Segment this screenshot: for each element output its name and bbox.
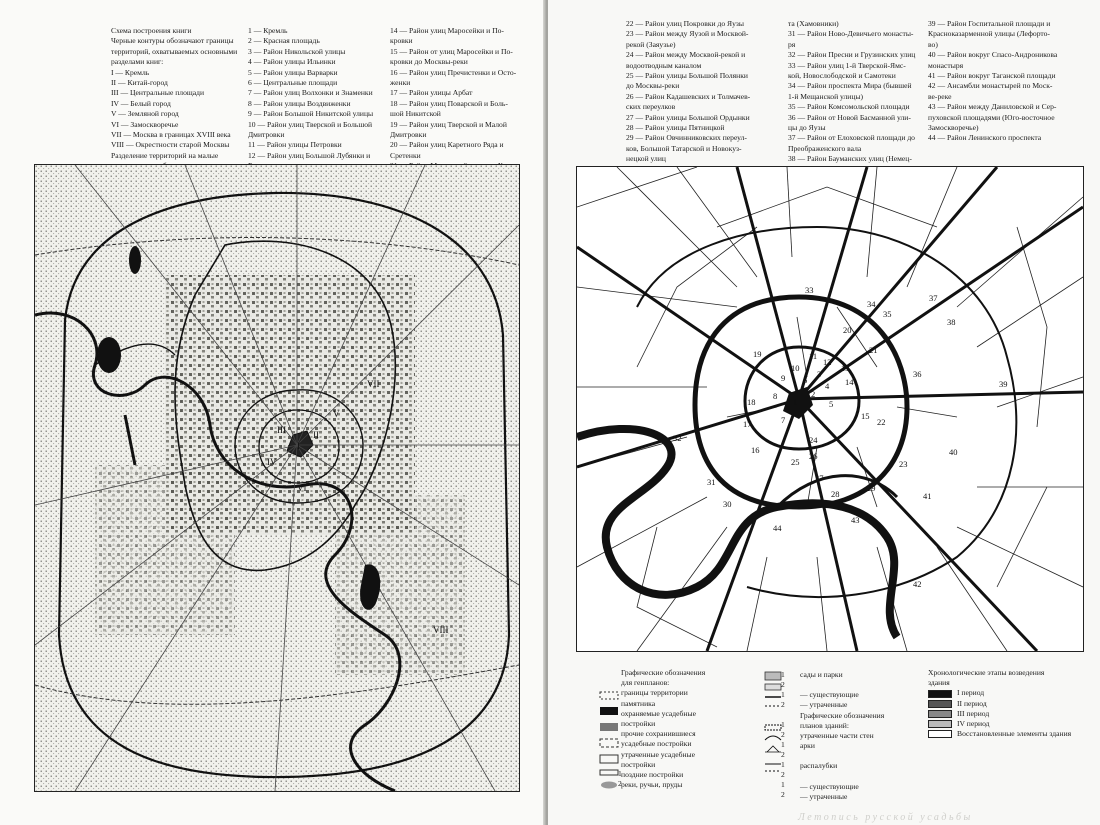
legend-line: ков, Большой Татарской и Новокуз-	[626, 143, 742, 153]
legend-line: 40 — Район вокруг Спасо-Андроникова	[928, 50, 1058, 60]
zone-number: 36	[913, 369, 922, 379]
legend-line: — утраченные	[800, 791, 848, 801]
legend-line: реки, ручьи, пруды	[621, 780, 683, 790]
legend-line: — существующие	[800, 690, 859, 700]
legend-line: 4 — Район улицы Ильинки	[248, 57, 336, 67]
zone-number: 1	[793, 397, 798, 407]
index-number: 2	[781, 790, 785, 799]
index-number: 1	[781, 690, 785, 699]
label-ii: II	[313, 430, 319, 440]
legend-line: усадебные постройки	[621, 739, 692, 749]
zone-number: 27	[815, 473, 824, 483]
zone-number: 37	[929, 293, 938, 303]
legend-line: 35 — Район Комсомольской площади	[788, 102, 910, 112]
legend-line: Разделение территорий на малые	[111, 150, 219, 160]
zone-number: 33	[805, 285, 814, 295]
legend-line: Графические обозначения	[621, 668, 706, 677]
legend-line: 34 — Район проспекта Мира (бывшей	[788, 81, 912, 91]
legend-column-2	[390, 26, 516, 182]
legend-line: VIII — Окрестности старой Москвы	[111, 140, 230, 150]
label-vi: VI	[297, 483, 307, 493]
zone-number: 31	[707, 477, 716, 487]
left-page	[0, 0, 545, 825]
legend-line: 37 — Район от Елоховской площади до	[788, 133, 915, 143]
index-number: 2	[781, 750, 785, 759]
legend-line: 1-й Мещанской улицы)	[788, 91, 864, 101]
legend-line: 25 — Район улицы Большой Полянки	[626, 71, 748, 81]
zone-number: 19	[753, 349, 762, 359]
legend-line: пуховской площадями (Юго-восточное	[928, 112, 1055, 122]
legend-line: 27 — Район улицы Большой Ордынки	[626, 112, 750, 122]
legend-line: II период	[957, 698, 987, 708]
historic-moscow-map[interactable]	[34, 164, 520, 792]
zone-map-drawing	[577, 167, 1083, 651]
legend-line: I — Кремль	[111, 67, 150, 77]
legend-line: 6 — Центральные площади	[248, 78, 338, 88]
plan-legend	[800, 670, 884, 802]
legend-line: Преображенского вала	[788, 143, 862, 153]
zone-number: 15	[861, 411, 870, 421]
legend-line: памятника	[621, 698, 656, 708]
legend-column-3	[626, 19, 750, 175]
legend-line: цы до Яузы	[788, 123, 826, 133]
plan-legend-index	[781, 670, 785, 800]
legend-line: монастыря	[928, 60, 964, 70]
legend-line: 15 — Район от улиц Маросейки и По-	[390, 46, 513, 56]
legend-line: 11 — Район улицы Петровки	[248, 140, 342, 150]
legend-line: 22 — Район улиц Покровки до Яузы	[626, 19, 745, 28]
legend-line: V — Земляной город	[111, 109, 179, 119]
zone-number: 35	[883, 309, 892, 319]
legend-line: I период	[957, 688, 985, 698]
label-v: V	[333, 409, 340, 419]
zone-number: 28	[831, 489, 840, 499]
swatch-period-3	[928, 710, 952, 718]
legend-line: сады и парки	[800, 670, 843, 679]
legend-line: ве-реке	[928, 91, 952, 101]
legend-line: утраченные усадебные	[621, 749, 696, 759]
zone-number: 9	[781, 373, 786, 383]
label-vii: VII	[367, 379, 380, 389]
label-iv: IV	[267, 457, 277, 467]
legend-line: Красноказарменной улицы (Лефорто-	[928, 29, 1050, 39]
legend-line: 42 — Ансамбли монастырей по Моск-	[928, 81, 1053, 91]
zone-number: 44	[773, 523, 782, 533]
legend-line: 8 — Район улицы Воздвиженки	[248, 98, 351, 108]
legend-line: границы территории	[621, 688, 688, 698]
swatch-period-2	[928, 700, 952, 708]
legend-line: нецкой улиц	[626, 154, 666, 164]
index-number: 2	[781, 770, 785, 779]
zone-number: 6	[803, 375, 808, 385]
index-number: 1	[781, 740, 785, 749]
zone-number: 26	[809, 451, 818, 461]
legend-line: 16 — Район улиц Пречистенки и Осто-	[390, 67, 517, 77]
legend-line: 17 — Район улицы Арбат	[390, 88, 473, 98]
legend-line: 9 — Район Большой Никитской улицы	[248, 109, 374, 119]
zone-number: 24	[809, 435, 818, 445]
running-footer: Летопись русской усадьбы	[798, 812, 973, 823]
legend-line: во)	[928, 39, 938, 49]
legend-line: Восстановленные элементы здания	[957, 729, 1072, 739]
legend-line: — существующие	[800, 781, 859, 791]
legend-column-5	[928, 19, 1057, 144]
legend-line: 29 — Район Овчинниковских переул-	[626, 133, 747, 143]
legend-line: арки	[800, 741, 815, 751]
graphic-legend-symbols	[598, 690, 620, 792]
legend-line: рекой (Заяузье)	[626, 39, 676, 49]
zone-number: 38	[947, 317, 956, 327]
legend-line: 1 — Кремль	[248, 26, 288, 35]
legend-line: здания	[928, 678, 950, 688]
historic-map-drawing	[35, 165, 519, 791]
legend-line: III — Центральные площади	[111, 88, 205, 98]
zone-number: 22	[877, 417, 886, 427]
legend-line: та (Хамовники)	[788, 19, 839, 28]
zone-number: 11	[809, 351, 818, 361]
legend-line: 18 — Район улиц Поварской и Боль-	[390, 98, 508, 108]
zone-number: 25	[791, 457, 800, 467]
legend-line: 23 — Район между Яузой и Москвой-	[626, 29, 749, 39]
legend-line: 44 — Район Ленинского проспекта	[928, 133, 1042, 143]
legend-line: Дмитровки	[390, 130, 427, 140]
legend-column-4	[788, 19, 915, 175]
legend-line: прочие сохранившиеся	[621, 729, 696, 739]
legend-line: кровки	[390, 36, 413, 46]
zone-number: 42	[913, 579, 922, 589]
legend-line: территорий, охватываемых основными	[111, 46, 238, 56]
index-number: 1	[781, 780, 785, 789]
legend-line: 24 — Район между Москвой-рекой и	[626, 50, 746, 60]
zone-number: 29	[867, 483, 876, 493]
legend-line: 43 — Район между Даниловской и Сер-	[928, 102, 1057, 112]
legend-line: Сретенки	[390, 150, 421, 160]
legend-line: II — Китай-город	[111, 78, 168, 88]
legend-line: разделами книг:	[111, 57, 164, 67]
zone-number: 32	[673, 433, 682, 443]
legend-line: 33 — Район улиц 1-й Тверской-Ямс-	[788, 60, 906, 70]
legend-line: постройки	[621, 719, 656, 729]
zone-number: 14	[845, 377, 854, 387]
legend-line: кой, Новослободской и Самотеки	[788, 71, 896, 81]
zone-number: 39	[999, 379, 1008, 389]
swatch-period-1	[928, 690, 952, 698]
zone-number: 2	[811, 389, 816, 399]
index-number: 1	[781, 670, 785, 679]
zone-number: 12	[823, 357, 832, 367]
zone-number: 4	[825, 381, 830, 391]
legend-line: Дмитровки	[248, 130, 285, 140]
legend-line: 7 — Район улиц Волхонки и Знаменки	[248, 88, 373, 98]
zone-number: 18	[747, 397, 756, 407]
legend-line: 32 — Район Пресни и Грузинских улиц	[788, 50, 916, 60]
legend-line: ря	[788, 39, 796, 49]
label-viii: VIII	[433, 625, 449, 635]
legend-line: поздние постройки	[621, 770, 684, 780]
legend-line: 31 — Район Ново-Девичьего монасты-	[788, 29, 914, 39]
label-iii: III	[277, 425, 286, 435]
zone-number: 34	[867, 299, 876, 309]
legend-line: до Москвы-реки	[626, 81, 680, 91]
chronology-legend	[928, 668, 1071, 739]
legend-line: 12 — Район улиц Большой Лубянки и	[248, 150, 371, 160]
zone-number: 41	[923, 491, 932, 501]
zone-number: 7	[781, 415, 786, 425]
zone-number: 5	[829, 399, 834, 409]
index-number: 2	[618, 779, 622, 788]
index-number: 2	[781, 730, 785, 739]
legend-line: IV — Белый город	[111, 98, 171, 108]
zone-number: 21	[869, 345, 878, 355]
legend-line: 10 — Район улиц Тверской и Большой	[248, 119, 373, 129]
zone-number: 17	[743, 419, 752, 429]
legend-line: VI — Замоскворечье	[111, 119, 179, 129]
legend-line: Замоскворечье)	[928, 123, 979, 133]
legend-line: 36 — Район от Новой Басманной ули-	[788, 112, 911, 122]
index-number: 1	[781, 720, 785, 729]
swatch-period-4	[928, 720, 952, 728]
zone-number: 3	[817, 369, 822, 379]
zone-number: 8	[773, 391, 778, 401]
zone-number: 16	[751, 445, 760, 455]
legend-line: кровки до Москвы-реки	[390, 57, 468, 67]
legend-line: для генпланов:	[621, 678, 670, 688]
zone-number: 30	[723, 499, 732, 509]
legend-line: ских переулков	[626, 102, 676, 112]
legend-line: шой Никитской	[390, 109, 441, 119]
legend-line: 2 — Красная площадь	[248, 36, 320, 46]
legend-line: 26 — Район Кадашевских и Толмачев-	[626, 91, 751, 101]
legend-line: Хронологические этапы возведения	[928, 668, 1045, 677]
index-number: 1	[781, 760, 785, 769]
legend-line: 20 — Район улиц Каретного Ряда и	[390, 140, 504, 150]
swatch-restored	[928, 730, 952, 738]
legend-line: 39 — Район Госпитальной площади и	[928, 19, 1051, 28]
legend-line: водоотводным каналом	[626, 60, 702, 70]
legend-line: 38 — Район Бауманских улиц (Немец-	[788, 154, 912, 164]
zone-number: 43	[851, 515, 860, 525]
legend-line: распалубки	[800, 761, 838, 771]
legend-line: 41 — Район вокруг Таганской площади	[928, 71, 1056, 81]
zone-number: 10	[791, 363, 800, 373]
legend-line: охраняемые усадебные	[621, 708, 696, 718]
right-page	[548, 0, 1100, 825]
legend-line: Графические обозначения	[800, 710, 885, 720]
label-i: I	[297, 441, 300, 451]
index-number: 2	[781, 700, 785, 709]
legend-line: Схема построения книги	[111, 26, 192, 35]
legend-line: VII — Москва в границах XVIII века	[111, 130, 231, 140]
graphic-legend	[621, 668, 705, 790]
legend-line: — утраченные	[800, 700, 848, 710]
legend-line: Черные контуры обозначают границы	[111, 36, 234, 46]
legend-line: 28 — Район улицы Пятницкой	[626, 123, 725, 133]
legend-line: утраченные части стен	[800, 731, 874, 741]
zone-number: 13	[841, 363, 850, 373]
legend-line: III период	[957, 708, 990, 718]
legend-line: женки	[390, 78, 411, 88]
legend-column-1	[248, 26, 373, 182]
legend-line: IV период	[957, 719, 990, 729]
legend-line: 19 — Район улиц Тверской и Малой	[390, 119, 507, 129]
legend-line: 5 — Район улицы Варварки	[248, 67, 338, 77]
legend-line: 14 — Район улиц Маросейки и По-	[390, 26, 504, 35]
legend-line: постройки	[621, 759, 656, 769]
legend-line: 3 — Район Никольской улицы	[248, 46, 346, 56]
index-number: 1	[618, 769, 622, 778]
legend-intro	[111, 26, 237, 182]
legend-line: планов зданий:	[800, 720, 849, 730]
index-number: 2	[781, 680, 785, 689]
zone-number: 20	[843, 325, 852, 335]
zone-number: 40	[949, 447, 958, 457]
zone-scheme-map[interactable]	[576, 166, 1084, 652]
zone-number: 23	[899, 459, 908, 469]
